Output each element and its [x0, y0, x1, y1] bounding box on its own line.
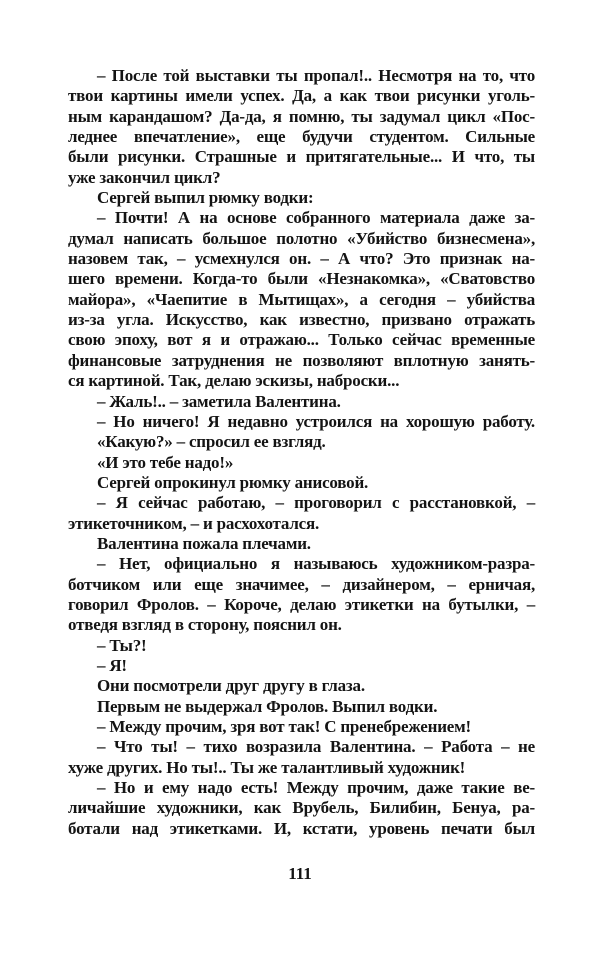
- text-line: «И это тебе надо!»: [97, 452, 234, 472]
- text-line: отведя взгляд в сторону, пояснил он.: [68, 615, 342, 635]
- text-line: – Между прочим, зря вот так! С пренебрежением!: [97, 717, 471, 736]
- text-line: Первым не выдержал Фролов. Выпил водки.: [97, 696, 438, 716]
- text-line: твои картины имели успех. Да, а как твои рисунки уголь-: [68, 86, 535, 106]
- text-line: – Нет, официально я называюсь художником-разра-: [97, 554, 535, 574]
- text-line: из-за угла. Искусство, как известно, призвано отражать: [68, 310, 535, 330]
- text-line: – Почти! А на основе собранного материала даже за-: [97, 208, 535, 228]
- text-line: Валентина пожала плечами.: [97, 533, 311, 553]
- text-line: – Что ты! – тихо возразила Валентина. – Работа – не: [97, 737, 535, 757]
- text-line: ботчиком или еще значимее, – дизайнером, – ерничая,: [68, 574, 535, 594]
- text-line: назовем так, – усмехнулся он. – А что? Это признак на-: [68, 249, 535, 269]
- text-line: уже закончил цикл?: [68, 167, 221, 187]
- text-line: леднее впечатление», еще будучи студентом. Сильные: [68, 127, 535, 147]
- text-line: Сергей выпил рюмку водки:: [97, 188, 314, 208]
- book-page-text: [68, 66, 535, 839]
- text-line: – Но ничего! Я недавно устроился на хорошую работу.: [97, 411, 535, 431]
- text-line: – Я сейчас работаю, – проговорил с расстановкой, –: [97, 493, 535, 513]
- text-line: – Я!: [97, 655, 127, 675]
- text-line: ным карандашом? Да-да, я помню, ты задумал цикл «Пос-: [68, 106, 535, 126]
- text-line: Они посмотрели друг другу в глаза.: [97, 676, 365, 696]
- text-line: ботали над этикетками. И, кстати, уровень печати был: [68, 818, 535, 838]
- text-line: – Но и ему надо есть! Между прочим, даже такие ве-: [97, 778, 535, 798]
- text-line: – Ты?!: [97, 635, 147, 655]
- text-line: думал написать большое полотно «Убийство бизнесмена»,: [68, 228, 535, 248]
- text-line: ся картиной. Так, делаю эскизы, наброски...: [68, 371, 400, 391]
- text-line: хуже других. Но ты!.. Ты же талантливый художник!: [68, 757, 466, 777]
- text-line: майора», «Чаепитие в Мытищах», а сегодня – убийства: [68, 289, 535, 309]
- text-line: личайшие художники, как Врубель, Билибин, Бенуа, ра-: [68, 798, 535, 818]
- text-line: – После той выставки ты пропал!.. Несмотря на то, что: [97, 66, 535, 85]
- text-line: финансовые затруднения не позволяют вплотную занять-: [68, 350, 535, 370]
- text-line: этикеточником, – и расхохотался.: [68, 513, 320, 533]
- page-number: 111: [288, 864, 312, 883]
- text-line: говорил Фролов. – Короче, делаю этикетки на бутылки, –: [68, 594, 535, 614]
- text-line: свою эпоху, вот я и отражаю... Только сейчас временные: [68, 330, 535, 350]
- text-line: – Жаль!.. – заметила Валентина.: [97, 391, 341, 411]
- text-line: «Какую?» – спросил ее взгляд.: [97, 432, 326, 452]
- text-line: были рисунки. Страшные и притягательные... И что, ты: [68, 147, 535, 167]
- text-line: Сергей опрокинул рюмку анисовой.: [97, 472, 369, 492]
- text-line: шего времени. Когда-то были «Незнакомка», «Сватовство: [68, 269, 535, 289]
